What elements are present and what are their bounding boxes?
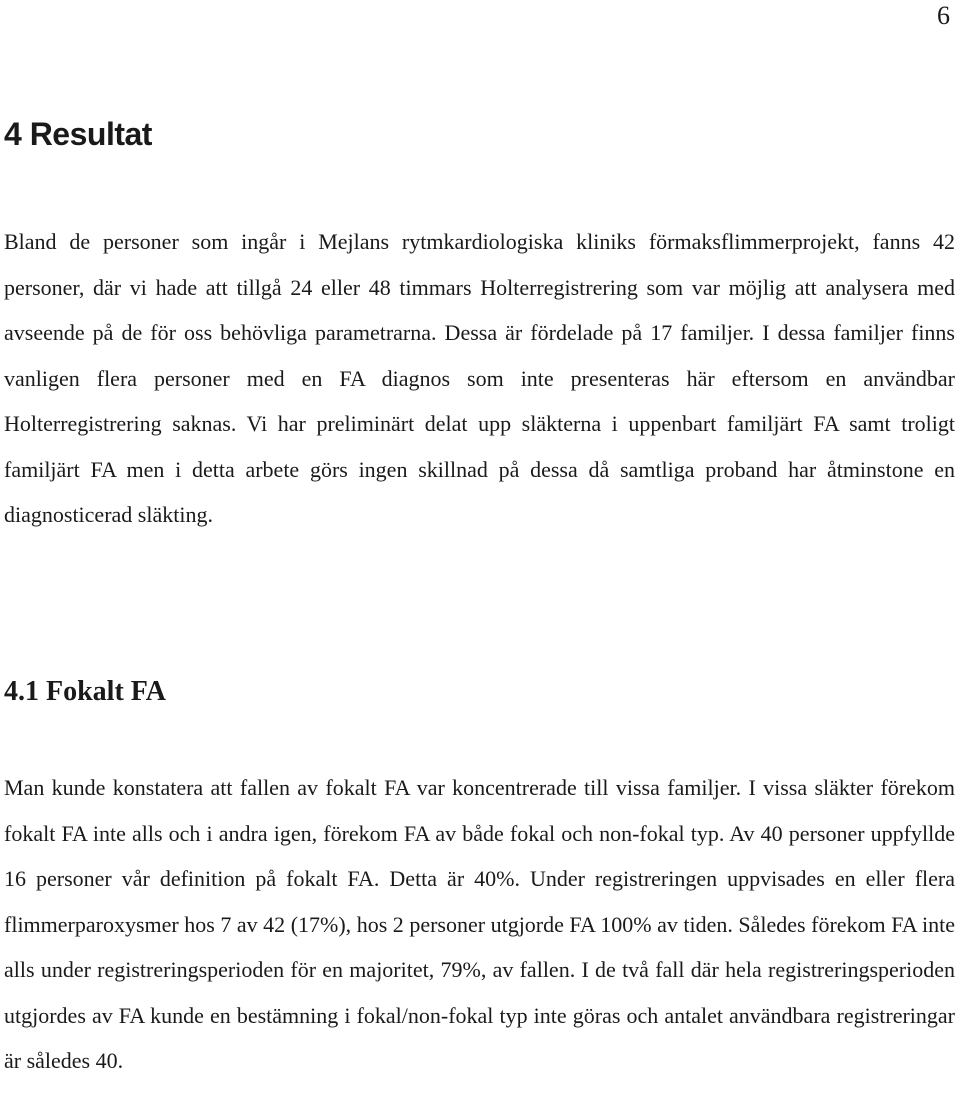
section-heading: 4.1 Fokalt FA xyxy=(4,676,167,707)
page-number: 6 xyxy=(937,1,950,30)
section-paragraph: Man kunde konstatera att fallen av fokalt FA var koncentrerade till vissa familjer. I vissa släkter förekom fokalt FA inte alls och i andra igen, förekom FA av både fokal och non-fokal typ. Av 40 personer uppfyllde 16 personer vår definition på fokalt FA. Detta är 40%. Under registreringen uppvisades en eller flera flimmerparoxysmer hos 7 av 42 (17%), hos 2 personer utgjorde FA 100% av tiden. Således förekom FA inte alls under registreringsperioden för en majoritet, 79%, av fallen. I de två fall där hela registreringsperioden utgjordes av FA kunde en bestämning i fokal/non-fokal typ inte göras och antalet användbara registreringar är således 40. xyxy=(4,775,955,1073)
chapter-heading: 4 Resultat xyxy=(4,116,152,152)
intro-paragraph: Bland de personer som ingår i Mejlans rytmkardiologiska kliniks förmaksflimmerprojekt, fanns 42 personer, där vi hade att tillgå 24 eller 48 timmars Holterregistrering som var möjlig att analysera med avseende på de för oss behövliga parametrarna. Dessa är fördelade på 17 familjer. I dessa familjer finns vanligen flera personer med en FA diagnos som inte presenteras här eftersom en användbar Holterregistrering saknas. Vi har preliminärt delat upp släkterna i uppenbart familjärt FA samt troligt familjärt FA men i detta arbete görs ingen skillnad på dessa då samtliga proband har åtminstone en diagnosticerad släkting. xyxy=(4,229,955,527)
